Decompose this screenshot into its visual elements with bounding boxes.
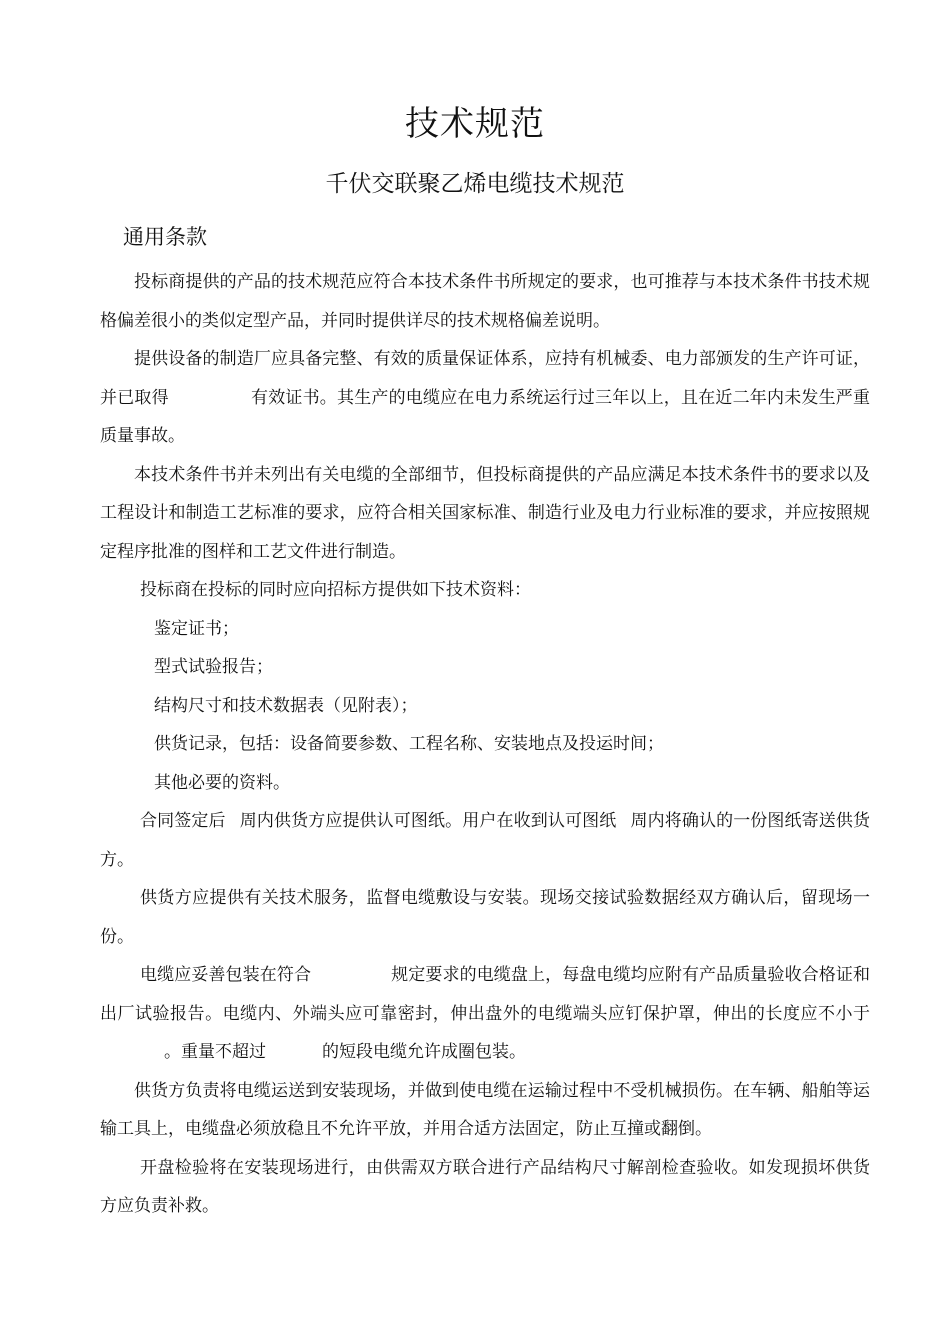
- paragraph-7-part-b: 规定要求的电缆盘上，每盘电缆均应附有产品质量验收合格证和出厂试验报告。电缆内、外端头应可靠密封，伸出盘外的电缆端头应钉保护罩，伸出的长度应不小于: [100, 965, 871, 1024]
- paragraph-3: 本技术条件书并未列出有关电缆的全部细节，但投标商提供的产品应满足本技术条件书的要求以及工程设计和制造工艺标准的要求，应符合相关国家标准、制造行业及电力行业标准的要求，并应按照规定程序批准的图样和工艺文件进行制造。: [100, 464, 870, 562]
- paragraph-7-part-a: 电缆应妥善包装在符合: [140, 965, 312, 985]
- paragraph-2: [100, 340, 870, 456]
- section-heading: 通用条款: [123, 225, 207, 249]
- paragraph-4: 投标商在投标的同时应向招标方提供如下技术资料：: [140, 580, 531, 600]
- paragraph-6: 供货方应提供有关技术服务，监督电缆敷设与安装。现场交接试验数据经双方确认后，留现场一份。: [100, 888, 870, 947]
- document-title: 技术规范: [405, 104, 545, 144]
- paragraph-2-part-b: 有效证书。其生产的电缆应在电力系统运行过三年以上，且在近二年内未发生严重质量事故。: [100, 387, 871, 446]
- paragraph-5: [100, 802, 870, 879]
- paragraph-7: [100, 956, 870, 1072]
- paragraph-5-part-a: 合同签定后: [140, 811, 226, 831]
- list-item: 型式试验报告；: [154, 657, 273, 677]
- paragraph-5-part-b: 周内供货方应提供认可图纸。用户在收到认可图纸: [239, 811, 617, 831]
- list-item: 鉴定证书；: [154, 618, 239, 639]
- paragraph-5-part-c: 周内将确认的一份图纸寄送供货方。: [100, 811, 871, 870]
- paragraph-7-part-d: 的短段电缆允许成圈包装。: [322, 1042, 526, 1062]
- paragraph-1: 投标商提供的产品的技术规范应符合本技术条件书所规定的要求，也可推荐与本技术条件书技术规格偏差很小的类似定型产品，并同时提供详尽的技术规格偏差说明。: [100, 272, 870, 331]
- paragraph-2-part-a: 提供设备的制造厂应具备完整、有效的质量保证体系，应持有机械委、电力部颁发的生产许可证，并已取得: [100, 349, 870, 408]
- document-subtitle: 千伏交联聚乙烯电缆技术规范: [325, 171, 625, 197]
- list-item: 其他必要的资料。: [154, 772, 290, 793]
- paragraph-7-part-c: 。重量不超过: [164, 1042, 266, 1062]
- document-body: [100, 263, 870, 1226]
- list-item: 结构尺寸和技术数据表（见附表）；: [154, 695, 418, 716]
- paragraph-9: 开盘检验将在安装现场进行，由供需双方联合进行产品结构尺寸解剖检查验收。如发现损坏供货方应负责补救。: [100, 1157, 870, 1216]
- list-item: 供货记录，包括：设备简要参数、工程名称、安装地点及投运时间；: [154, 734, 664, 754]
- paragraph-8: 供货方负责将电缆运送到安装现场，并做到使电缆在运输过程中不受机械损伤。在车辆、船舶等运输工具上，电缆盘必须放稳且不允许平放，并用合适方法固定，防止互撞或翻倒。: [100, 1080, 870, 1139]
